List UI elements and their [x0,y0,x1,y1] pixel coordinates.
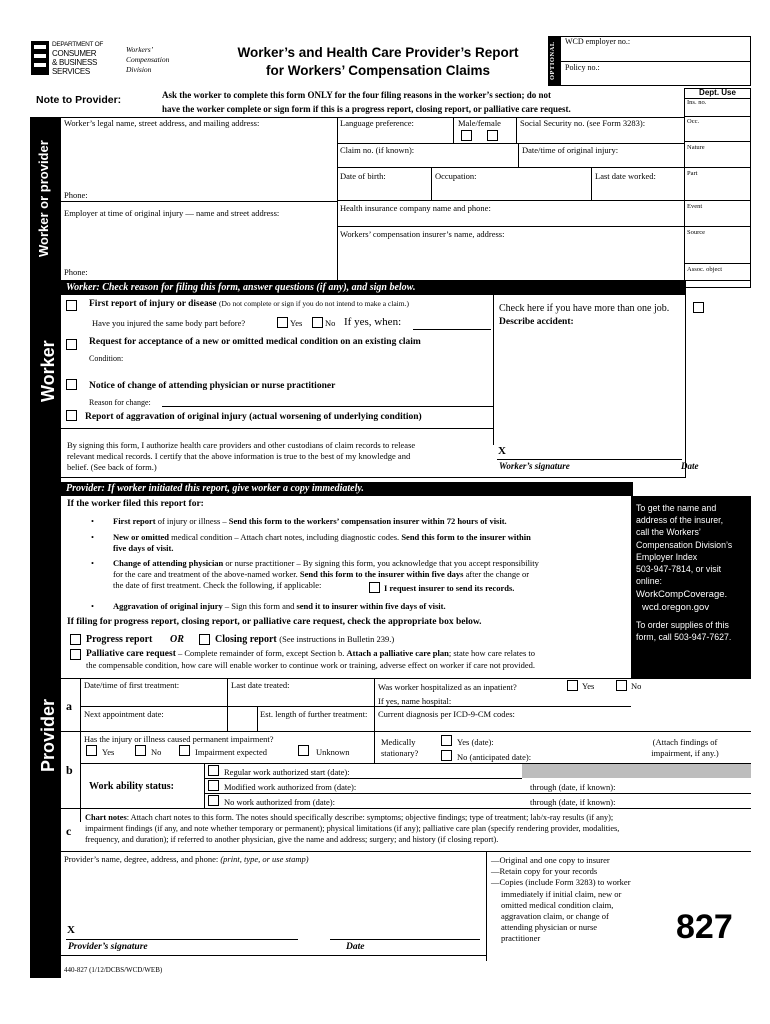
same-body-part-no-checkbox[interactable] [312,317,323,328]
condition-label: Condition: [89,354,124,363]
closing-report-label [215,634,394,645]
bullet-bold: New or omitted [113,532,170,542]
more-than-one-job-label: Check here if you have more than one job. [499,303,670,314]
divider [561,61,751,62]
bullet-text: of injury or illness – [155,516,229,526]
division-line: Division [126,65,152,74]
divider [80,678,81,822]
unknown-label: Unknown [316,747,350,757]
permanent-yes-checkbox[interactable] [86,745,97,756]
bullet-text: for the care and treatment of the above-named worker. [113,569,300,579]
worker-legal-name-field[interactable]: Worker’s legal name, street address, and mailing address: [64,118,260,128]
phone-field[interactable]: Phone: [64,267,88,277]
change-physician-checkbox[interactable] [66,379,77,390]
divider [61,851,751,852]
occupation-field[interactable]: Occupation: [435,171,477,181]
or-label: OR [170,634,184,645]
divider [453,117,454,143]
divider [61,808,751,809]
optional-label: OPTIONAL [549,41,556,80]
authorization-line: belief. (See back of form.) [67,462,157,472]
closing-report-note: (See instructions in Bulletin 239.) [279,634,395,644]
divider [162,406,493,407]
new-condition-checkbox[interactable] [66,339,77,350]
provider-date-line[interactable] [330,939,480,940]
bullet-bold: Send this form to the insurer within five days [299,569,464,579]
more-than-one-job-checkbox[interactable] [693,302,704,313]
yes-label: Yes [102,747,115,757]
provider-signature-line[interactable] [66,939,298,940]
dept-use-title: Dept. Use [699,88,736,97]
provider-name-label: Provider’s name, degree, address, and phone: [64,854,219,864]
agency-line: SERVICES [52,67,90,76]
phone-field[interactable]: Phone: [64,190,88,200]
change-physician-label: Notice of change of attending physician or nurse practitioner [89,381,336,391]
worker-signature-line[interactable] [497,459,682,460]
provider-info-text [636,502,732,643]
if-yes-when-input[interactable] [413,329,491,330]
no-label: No [325,318,336,328]
first-report-label [89,299,409,309]
worker-signature-label: Worker’s signature [499,461,570,471]
closing-report-checkbox[interactable] [199,634,210,645]
divider [61,201,337,202]
date-of-birth-field[interactable]: Date of birth: [340,171,386,181]
female-checkbox[interactable] [487,130,498,141]
bullet-text: or nurse practitioner – By signing this form, you acknowledge that you accept responsibility [223,558,539,568]
info-line: Compensation Division’s [636,539,733,550]
authorization-line: By signing this form, I authorize health care providers and other custodians of claim records to release [67,440,416,450]
distribution-line: —Copies (include Form 3283) to worker [491,877,631,888]
worker-date-label: Date [681,461,699,471]
divider [374,731,375,763]
date-of-injury-field[interactable]: Date/time of original injury: [522,145,619,155]
divider [684,141,751,142]
form-number: 827 [676,908,733,946]
no-label: No [631,681,642,691]
note-text [162,88,571,116]
provider-signature-x: X [67,924,75,936]
bullet-text: the date of first treatment. Check the following, if applicable: [113,580,322,590]
divider [684,226,751,227]
impairment-expected-label: Impairment expected [195,747,267,757]
divider [204,778,522,779]
info-line: To order supplies of this [636,619,729,630]
divider [204,763,205,808]
first-report-text: First report of injury or disease [89,299,217,309]
diagnosis-field[interactable]: Current diagnosis per ICD-9-CM codes: [378,709,515,719]
info-line: Employer Index [636,551,698,562]
attach-findings-line: impairment, if any.) [651,748,719,758]
info-website[interactable]: wcd.oregon.gov [642,601,710,613]
modified-through-field[interactable]: through (date, if known): [530,782,616,792]
distribution-line: —Original and one copy to insurer [491,855,610,865]
form-title-line: Worker’s and Health Care Provider’s Report [237,45,519,60]
bullet-bold: First report [113,516,156,526]
if-filing-label: If filing for progress report, closing report, or palliative care request, check the appropriate box below. [67,617,482,627]
agency-line: CONSUMER [52,49,97,58]
describe-accident-label: Describe accident: [499,317,574,327]
hospitalized-yes-checkbox[interactable] [567,680,578,691]
dept-field: Ins. no. [687,99,707,106]
last-treated-field[interactable]: Last date treated: [231,680,290,690]
dept-field: Source [687,229,706,236]
palliative-care-label [86,648,535,671]
agency-line: DEPARTMENT OF [52,41,103,48]
bullet-bold: Change of attending physician [113,558,224,568]
est-length-field[interactable]: Est. length of further treatment: [260,709,368,719]
divider [61,428,493,429]
section-c-label: c [66,824,72,838]
divider [431,167,432,200]
progress-report-label: Progress report [86,634,153,645]
dept-field: Nature [687,144,705,151]
stationary-yes-checkbox[interactable] [441,735,452,746]
first-report-checkbox[interactable] [66,300,77,311]
agency-line: & BUSINESS [52,58,98,67]
divider [684,167,751,168]
palliative-text: – Complete remainder of form, except Section b. [175,648,347,658]
palliative-text: the compensable condition, how care will enable worker to continue work or training, adverse effect on worker if care not provided. [86,660,536,670]
aggravation-label: Report of aggravation of original injury (actual worsening of underlying condition) [85,412,422,422]
chart-notes-text [85,812,619,845]
divider [227,678,228,731]
divider [486,851,487,961]
regular-work-checkbox[interactable] [208,765,219,776]
info-line: address of the insurer, [636,515,724,526]
same-body-part-yes-checkbox[interactable] [277,317,288,328]
divider [684,263,751,264]
divider [337,117,338,280]
divider [61,678,751,679]
bullet-first-report [113,516,507,527]
impairment-expected-checkbox[interactable] [179,745,190,756]
bullet-text: after the change or [463,569,530,579]
info-line: online: [636,576,662,587]
permanent-impairment-question: Has the injury or illness caused permanent impairment? [84,734,274,744]
bullet-bold: send it to insurer within five days of visit. [296,601,446,611]
bullet-text: medical condition – Attach chart notes, including diagnostic codes. [169,532,402,542]
hospitalized-question: Was worker hospitalized as an inpatient? [378,682,517,692]
provider-name-note: (print, type, or use stamp) [220,854,309,864]
agency-logo [30,40,116,78]
health-insurance-field[interactable]: Health insurance company name and phone: [340,203,491,213]
regular-work-through-shaded [522,764,751,778]
section-a-label: a [66,699,72,713]
chart-notes-line: impairment findings (if any, and note whether temporary or permanent); physical limitations (if any); palliative care plan (specify rendering provider, modalities, [85,824,620,833]
distribution-list [491,855,631,945]
closing-report-text: Closing report [215,634,277,645]
stationary-no-date-field[interactable]: No (anticipated date): [457,752,532,762]
note-line: Ask the worker to complete this form ONLY for the four filing reasons in the worker’s section; do not [162,90,551,100]
info-line: form, call 503-947-7627. [636,632,732,643]
reason-for-change-label: Reason for change: [89,398,151,407]
form-title-line: for Workers’ Compensation Claims [265,63,491,78]
distribution-line: practitioner [501,933,541,944]
distribution-line: omitted medical condition claim, [501,899,614,910]
bullet-bold: Send this form to the insurer within [401,532,531,542]
policy-no-field[interactable]: Policy no.: [565,63,600,72]
stationary-no-checkbox[interactable] [441,750,452,761]
info-line: call the Workers’ [636,527,701,538]
divider [493,295,494,445]
wc-insurer-field[interactable]: Workers’ compensation insurer’s name, address: [340,229,505,239]
male-checkbox[interactable] [461,130,472,141]
distribution-line: immediately if initial claim, new or [501,888,622,899]
side-label: Provider [38,698,58,772]
note-to-provider-label: Note to Provider: [36,94,122,106]
distribution-line: aggravation claim, or change of [501,911,609,922]
request-records-label: I request insurer to send its records. [384,583,515,593]
division-line: Compensation [126,55,170,64]
palliative-text: ; state how care relates to [448,648,535,658]
divider [337,167,684,168]
side-label: Worker [38,340,58,402]
language-preference-field[interactable]: Language preference: [340,118,414,128]
bullet-text: – Sign this form and [222,601,297,611]
authorization-text [67,440,415,473]
divider [591,167,592,200]
aggravation-checkbox[interactable] [66,410,77,421]
distribution-line: attending physician or nurse [501,922,598,933]
divider [684,200,751,201]
divider [684,116,751,117]
division-label [126,45,169,75]
divider [337,143,684,144]
palliative-care-checkbox[interactable] [70,649,81,660]
bullet-aggravation [113,601,446,612]
divider [337,200,684,201]
no-label: No [151,747,162,757]
work-ability-label: Work ability status: [89,781,175,792]
bullet-bold: five days of visit. [113,543,174,553]
first-treatment-field[interactable]: Date/time of first treatment: [84,680,180,690]
dept-field: Assoc. object [687,266,723,273]
unknown-checkbox[interactable] [298,745,309,756]
section-b-label: b [66,763,73,777]
next-appointment-field[interactable]: Next appointment date: [84,709,164,719]
hospitalized-no-checkbox[interactable] [616,680,627,691]
chart-notes-line: : Attach chart notes to this form. The notes should specifically describe: symptoms; objective findings; type of treatment; lab/x-ray results (if any); [126,813,614,822]
worker-signature-x: X [498,445,506,457]
division-line: Workers’ [126,45,154,54]
footer-form-id: 440-827 (1/12/DCBS/WCD/WEB) [64,966,163,974]
new-condition-label: Request for acceptance of a new or omitted medical condition on an existing claim [89,337,421,347]
yes-label: Yes [290,318,303,328]
info-line: 503-947-7814, or visit [636,564,722,575]
info-website[interactable]: WorkCompCoverage. [636,589,728,601]
divider [337,226,684,227]
divider [61,955,486,956]
claim-no-field[interactable]: Claim no. (if known): [340,145,415,155]
medically-stationary-label [381,737,418,759]
first-report-note: (Do not complete or sign if you do not intend to make a claim.) [219,299,409,308]
divider [61,731,751,732]
employer-field[interactable]: Employer at time of original injury — name and street address: [64,208,280,218]
yes-label: Yes [582,681,595,691]
divider [518,143,519,167]
note-line: have the worker complete or sign form if this is a progress report, closing report, or palliative care request. [162,104,571,114]
provider-name-field[interactable] [64,854,309,864]
divider [516,117,517,143]
medically-text: Medically [381,737,416,747]
no-work-field[interactable]: No work authorized from (date): [224,797,335,807]
bullet-bold: Aggravation of original injury [113,601,223,611]
divider [257,706,258,731]
dept-field: Part [687,170,698,177]
same-body-part-question: Have you injured the same body part before? [92,318,246,328]
attach-findings-note [625,737,745,759]
chart-notes-line: frequency, and duration); if referred to another physician, give the name and address; surgery; and history (if closing report). [85,835,499,844]
no-work-checkbox[interactable] [208,795,219,806]
male-female-label: Male/female [458,118,501,128]
dept-field: Event [687,203,703,210]
stationary-yes-date-field[interactable]: Yes (date): [457,737,494,747]
bullet-bold: Send this form to the workers’ compensation insurer within 72 hours of visit. [228,516,507,526]
form-title [218,44,538,80]
hospital-name-field[interactable]: If yes, name hospital: [378,696,452,706]
modified-work-field[interactable]: Modified work authorized from (date): [224,782,357,792]
side-label: Worker or provider [36,140,51,257]
attach-findings-line: (Attach findings of [652,737,718,747]
chart-notes-bold: Chart notes [85,813,127,822]
info-line: To get the name and [636,503,717,513]
dept-field: Occ. [687,118,700,125]
if-yes-when-label: If yes, when: [344,316,402,328]
divider [374,678,375,731]
last-date-worked-field[interactable]: Last date worked: [595,171,656,181]
provider-section-bar: Provider: If worker initiated this report, give worker a copy immediately. [61,482,633,496]
request-records-checkbox[interactable] [369,582,380,593]
worker-section-bar: Worker: Check reason for filing this form, answer questions (if any), and sign below. [61,281,686,295]
distribution-line: —Retain copy for your records [491,866,598,877]
divider [80,706,631,707]
regular-work-field[interactable]: Regular work authorized start (date): [224,767,350,777]
provider-date-label: Date [346,942,365,952]
modified-work-checkbox[interactable] [208,780,219,791]
no-work-through-field[interactable]: through (date, if known): [530,797,616,807]
wcd-employer-no-field[interactable]: WCD employer no.: [565,37,631,46]
bullet-new-condition [113,532,531,554]
ssn-field[interactable]: Social Security no. (see Form 3283): [520,118,646,128]
palliative-bold: Palliative care request [86,649,176,659]
provider-signature-label: Provider’s signature [68,942,148,952]
divider [204,793,751,794]
progress-report-checkbox[interactable] [70,634,81,645]
authorization-line: relevant medical records. I certify that the above information is true to the best of my knowledge and [67,451,411,461]
permanent-no-checkbox[interactable] [135,745,146,756]
if-worker-filed-label: If the worker filed this report for: [67,499,204,509]
palliative-bold: Attach a palliative care plan [346,648,449,658]
stationary-text: stationary? [381,748,419,758]
